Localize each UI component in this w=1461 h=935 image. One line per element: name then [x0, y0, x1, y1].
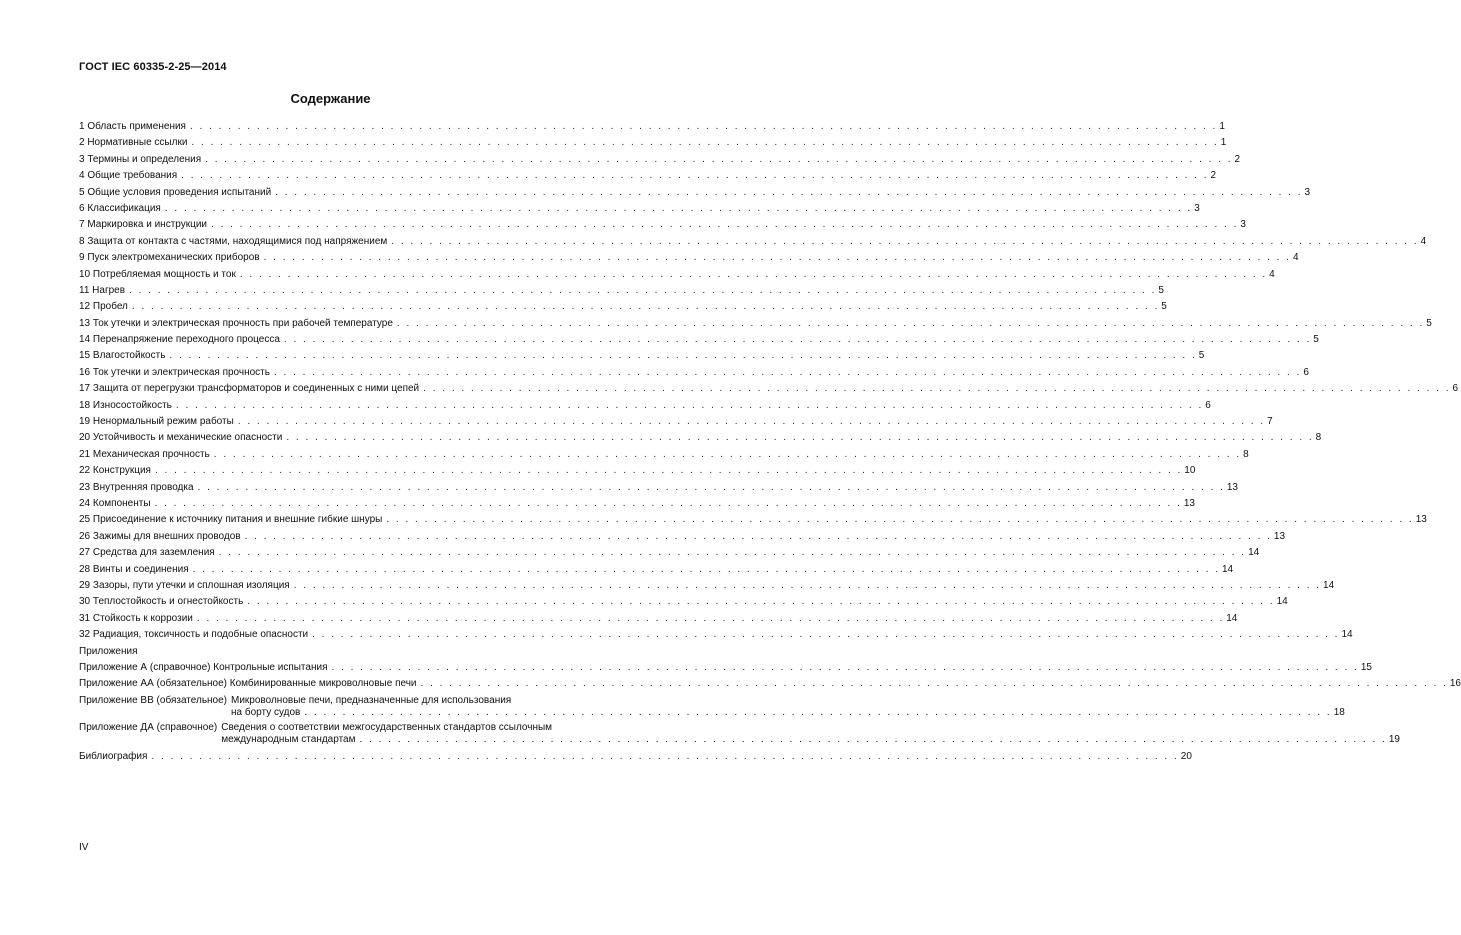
toc-entry-title: 27 Средства для заземления: [79, 547, 215, 559]
toc-entry-page: 14: [1323, 579, 1335, 591]
toc-entry-page: 3: [1240, 219, 1246, 231]
toc-entry-page: 5: [1426, 317, 1432, 329]
toc-entry-title: 11 Нагрев: [79, 284, 126, 296]
leader-dots: [198, 480, 1225, 496]
toc-entry-appendix-bb[interactable]: [79, 694, 1345, 720]
toc-entry-page: 10: [1184, 465, 1196, 477]
toc-entry-title: 9 Пуск электромеханических приборов: [79, 252, 260, 264]
toc-entry-title: 16 Ток утечки и электрическая прочность: [79, 366, 270, 378]
toc-entry-page: 3: [1194, 202, 1200, 214]
toc-entry-page: 13: [1415, 514, 1427, 526]
toc-entry-page: 19: [1388, 734, 1400, 746]
toc-entry-title: 30 Теплостойкость и огнестойкость: [79, 596, 244, 608]
toc-entry-page: 4: [1269, 268, 1275, 280]
toc-entry-page: 20: [1180, 751, 1192, 763]
toc-entry[interactable]: [79, 545, 1260, 561]
toc-entry-title: Приложение АА (обязательное) Комбинированные микроволновые печи: [79, 678, 417, 690]
toc-entry-page: 14: [1341, 629, 1353, 641]
toc-entry-page: 3: [1304, 186, 1311, 198]
leader-dots: [294, 578, 1321, 594]
toc-entry-page: 5: [1161, 301, 1167, 313]
leader-dots: [219, 545, 1246, 561]
toc-entry-page: 14: [1221, 563, 1234, 575]
toc-entry-title-line1: Микроволновые печи, предназначенные для использования: [231, 694, 512, 706]
toc-entry-title: 25 Присоединение к источнику питания и внешние гибкие шнуры: [79, 514, 383, 526]
toc-entry-title-line2: на борту судов: [231, 707, 301, 719]
toc-entry-title: 23 Внутренняя проводка: [79, 481, 194, 493]
toc-entry-title: 19 Ненормальный режим работы: [79, 416, 234, 428]
toc-entry[interactable]: [79, 316, 1432, 332]
table-of-contents: [79, 119, 1461, 765]
leader-dots: [245, 529, 1272, 545]
leader-dots: [386, 512, 1413, 528]
leader-dots: [284, 332, 1311, 348]
toc-entry[interactable]: [79, 627, 1353, 643]
toc-entry[interactable]: [79, 217, 1246, 233]
toc-entry-title: 1 Область применения: [79, 121, 186, 132]
toc-entry-title: 31 Стойкость к коррозии: [79, 612, 193, 624]
leader-dots: [155, 496, 1182, 512]
document-id: ГОСТ IEC 60335-2-25—2014: [79, 61, 227, 73]
toc-entry-title-line2: международным стандартам: [221, 734, 356, 746]
toc-entry-title: 2 Нормативные ссылки: [79, 137, 188, 149]
leader-dots: [205, 152, 1232, 168]
toc-entry-page: 6: [1205, 399, 1211, 411]
leader-dots: [169, 348, 1196, 364]
leader-dots: [397, 316, 1424, 332]
toc-entry-title: 4 Общие требования: [79, 170, 178, 182]
appendices-heading: Приложения: [79, 645, 138, 657]
toc-entry[interactable]: [79, 480, 1238, 496]
toc-title: Содержание: [290, 91, 371, 106]
leader-dots: [421, 676, 1448, 692]
toc-entry[interactable]: [79, 201, 1200, 217]
toc-entry-prefix: Приложение ВВ (обязательное): [79, 694, 228, 706]
toc-entry[interactable]: [79, 496, 1195, 512]
leader-dots: [176, 398, 1203, 414]
toc-entry-title: 20 Устойчивость и механические опасности: [79, 432, 283, 444]
toc-entry-title: 6 Классификация: [79, 202, 161, 214]
toc-entry[interactable]: [79, 512, 1427, 528]
toc-entry-title: 26 Зажимы для внешних проводов: [79, 530, 241, 542]
toc-entry[interactable]: [79, 414, 1273, 430]
toc-entry[interactable]: [79, 135, 1227, 151]
leader-dots: [129, 283, 1156, 299]
toc-entry-title: 28 Винты и соединения: [79, 563, 189, 575]
toc-entry-page: 5: [1198, 350, 1205, 362]
toc-entry-title: 18 Износостойкость: [79, 399, 172, 411]
toc-entry-page: 5: [1158, 284, 1164, 296]
toc-entry-title: 32 Радиация, токсичность и подобные опасности: [79, 629, 309, 641]
leader-dots: [274, 365, 1301, 381]
toc-entry[interactable]: [79, 611, 1238, 627]
toc-entry-page: 2: [1210, 170, 1217, 182]
toc-entry-title: 21 Механическая прочность: [79, 448, 210, 460]
leader-dots: [193, 562, 1220, 578]
toc-entry[interactable]: [79, 529, 1286, 545]
page-number: IV: [79, 842, 89, 853]
toc-entry-page: 5: [1313, 334, 1319, 346]
toc-entry[interactable]: [79, 562, 1234, 578]
toc-entry[interactable]: [79, 234, 1427, 250]
toc-entry[interactable]: [79, 332, 1319, 348]
leader-dots: [155, 463, 1182, 479]
toc-entry-page: 13: [1183, 497, 1195, 509]
toc-entry-page: 13: [1226, 481, 1238, 493]
toc-entry-title-line1: Сведения о соответствии межгосударственных стандартов ссылочным: [221, 721, 553, 733]
toc-entry-page: 2: [1234, 153, 1241, 165]
toc-entry-title: 24 Компоненты: [79, 497, 151, 509]
toc-entry-appendix-aa[interactable]: [79, 676, 1461, 692]
leader-dots: [312, 627, 1339, 643]
leader-dots: [331, 660, 1358, 676]
leader-dots: [214, 447, 1241, 463]
toc-entry[interactable]: [79, 365, 1309, 381]
toc-entry-page: 13: [1273, 530, 1286, 542]
leader-dots: [181, 168, 1208, 184]
toc-entry-title: Приложение А (справочное) Контрольные испытания: [79, 661, 328, 673]
toc-entry-title: 7 Маркировка и инструкции: [79, 219, 208, 231]
leader-dots: [238, 414, 1265, 430]
toc-entry-title: 12 Пробел: [79, 301, 128, 313]
toc-entry-title: 10 Потребляемая мощность и ток: [79, 268, 236, 280]
toc-entry-bibliography[interactable]: [79, 749, 1192, 765]
toc-entry[interactable]: [79, 168, 1217, 184]
toc-entry[interactable]: [79, 578, 1335, 594]
leader-dots: [165, 201, 1192, 217]
leader-dots: [391, 234, 1418, 250]
toc-entry-title: 17 Защита от перегрузки трансформаторов и соединенных с ними цепей: [79, 383, 420, 395]
toc-entry-page: 14: [1226, 612, 1238, 624]
toc-entry-page: 8: [1243, 448, 1249, 460]
toc-entry-page: 18: [1333, 707, 1345, 719]
toc-entry-page: 14: [1248, 547, 1260, 559]
toc-entry-title: 3 Термины и определения: [79, 153, 202, 165]
leader-dots: [423, 381, 1450, 397]
toc-entry-title: 15 Влагостойкость: [79, 350, 166, 362]
toc-entry-page: 14: [1276, 596, 1288, 608]
toc-entry-appendix-da[interactable]: [79, 721, 1400, 747]
toc-entry-title: Библиография: [79, 751, 148, 763]
leader-dots: [211, 217, 1238, 233]
toc-entry-page: 16: [1449, 678, 1461, 690]
leader-dots: [151, 749, 1178, 765]
toc-entry[interactable]: [79, 398, 1211, 414]
toc-entry[interactable]: [79, 250, 1299, 266]
toc-entry[interactable]: [79, 299, 1167, 315]
leader-dots: [247, 594, 1274, 610]
leader-dots: [132, 299, 1159, 315]
toc-entry[interactable]: [79, 463, 1196, 479]
toc-entry-title: 5 Общие условия проведения испытаний: [79, 186, 272, 198]
toc-entry[interactable]: [79, 119, 1225, 135]
toc-entry-title: 14 Перенапряжение переходного процесса: [79, 334, 280, 346]
toc-entry-title: 22 Конструкция: [79, 465, 151, 477]
toc-entry-title: 29 Зазоры, пути утечки и сплошная изоляция: [79, 579, 290, 591]
toc-entry[interactable]: [79, 594, 1288, 610]
leader-dots: [275, 185, 1302, 201]
leader-dots: [304, 707, 1331, 720]
leader-dots: [197, 611, 1224, 627]
toc-entry-page: 6: [1452, 383, 1459, 395]
toc-entry-page: 6: [1303, 366, 1309, 378]
toc-entry-page: 1: [1220, 137, 1227, 149]
toc-entry[interactable]: [79, 185, 1311, 201]
toc-entry-title: 8 Защита от контакта с частями, находящимися под напряжением: [79, 235, 388, 247]
toc-entry[interactable]: [79, 430, 1322, 446]
leader-dots: [190, 119, 1217, 135]
toc-entry-page: 7: [1267, 416, 1273, 428]
leader-dots: [240, 267, 1267, 283]
toc-entry-page: 8: [1315, 432, 1322, 444]
toc-entry-page: 4: [1292, 252, 1299, 264]
toc-entry-page: 1: [1219, 121, 1225, 132]
toc-entries: [79, 119, 1459, 644]
toc-entry-appendix-a[interactable]: [79, 660, 1372, 676]
toc-entry[interactable]: [79, 267, 1275, 283]
toc-entry[interactable]: [79, 152, 1241, 168]
leader-dots: [286, 430, 1313, 446]
leader-dots: [264, 250, 1291, 266]
toc-entry-prefix: Приложение ДА (справочное): [79, 721, 218, 733]
toc-entry-title: 13 Ток утечки и электрическая прочность при рабочей температуре: [79, 317, 393, 329]
leader-dots: [191, 135, 1218, 151]
toc-entry[interactable]: [79, 447, 1249, 463]
toc-entry-page: 15: [1360, 661, 1372, 673]
leader-dots: [359, 734, 1386, 747]
toc-entry[interactable]: [79, 348, 1205, 364]
toc-entry-page: 4: [1420, 235, 1427, 247]
toc-entry[interactable]: [79, 283, 1164, 299]
toc-entry[interactable]: [79, 381, 1459, 397]
